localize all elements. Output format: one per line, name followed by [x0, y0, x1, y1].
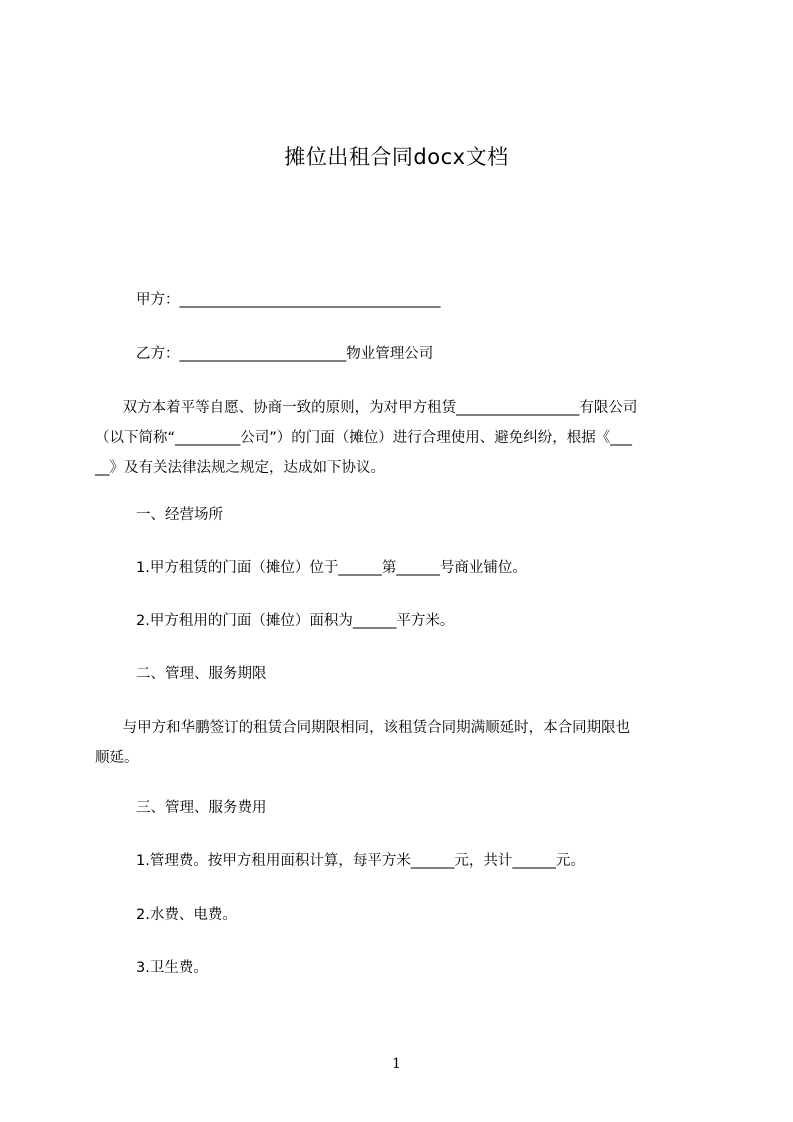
section-3-heading: 三、管理、服务费用	[136, 800, 267, 816]
section-1-item-2: 2.甲方租用的门面（摊位）面积为______平方米。	[136, 613, 455, 629]
section-2-heading: 二、管理、服务期限	[136, 666, 267, 682]
party-a-line: 甲方：____________________________________	[136, 292, 441, 308]
section-2-line-1: 与甲方和华鹏签订的租赁合同期限相同，该租赁合同期满顺延时，本合同期限也	[95, 720, 631, 736]
section-2-line-2: 顺延。	[95, 750, 139, 766]
intro-line-2: （以下简称“_________公司”）的门面（摊位）进行合理使用、避免纠纷，根据《___	[95, 430, 633, 446]
page-number: 1	[392, 1056, 401, 1072]
section-2-paragraph	[95, 713, 705, 773]
section-3-item-3: 3.卫生费。	[136, 960, 208, 976]
section-3-item-1: 1.管理费。按甲方租用面积计算，每平方米______元，共计______元。	[136, 853, 585, 869]
intro-paragraph	[95, 393, 705, 483]
party-b-line: 乙方：_______________________物业管理公司	[136, 346, 434, 362]
section-1-heading: 一、经营场所	[136, 507, 223, 523]
document-title: 摊位出租合同docx文档	[284, 145, 509, 169]
section-1-item-1: 1.甲方租赁的门面（摊位）位于______第______号商业铺位。	[136, 560, 527, 576]
intro-line-1: 双方本着平等自愿、协商一致的原则，为对甲方租赁_________________有限公司	[95, 400, 638, 416]
section-3-item-2: 2.水费、电费。	[136, 907, 237, 923]
intro-line-3: __》及有关法律法规之规定，达成如下协议。	[95, 460, 385, 476]
